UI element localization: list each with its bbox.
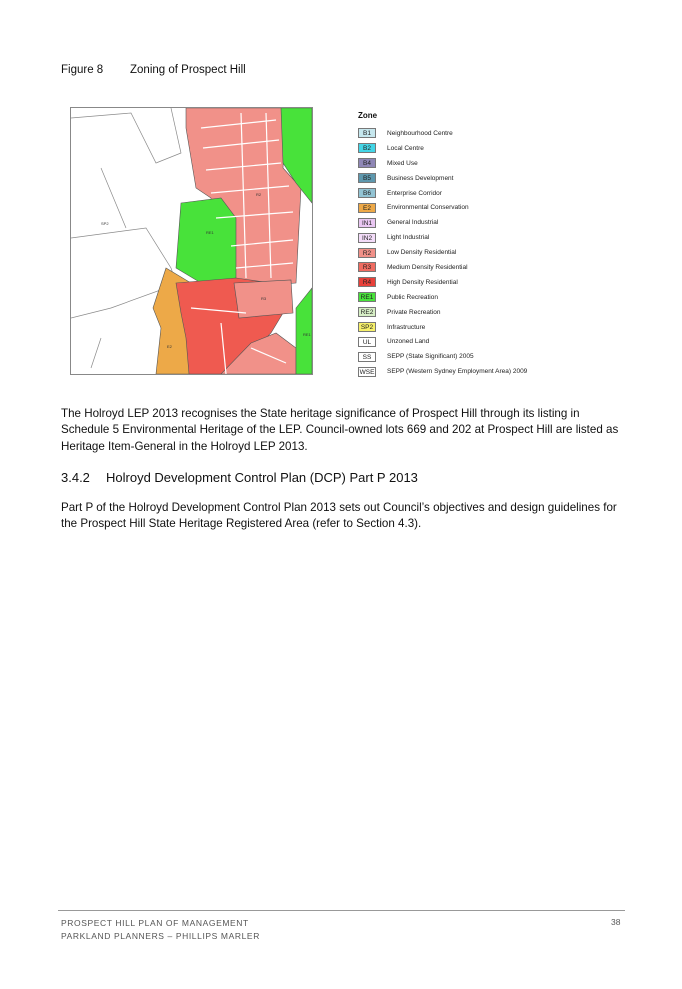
legend-item — [358, 334, 588, 349]
legend-item — [358, 290, 588, 305]
legend-swatch: B1 — [358, 128, 376, 138]
legend-label: SEPP (Western Sydney Employment Area) 2009 — [387, 368, 528, 376]
map-label: SP2 — [101, 221, 109, 226]
legend-label: Medium Density Residential — [387, 263, 468, 271]
page-number: 38 — [611, 917, 621, 927]
legend-label: Local Centre — [387, 144, 424, 152]
zone-re1-west — [176, 198, 236, 283]
legend-label: Enterprise Corridor — [387, 189, 442, 197]
zone-re1-southeast — [296, 288, 312, 374]
figure-caption — [61, 64, 246, 76]
legend-item — [358, 215, 588, 230]
legend-swatch: R2 — [358, 248, 376, 258]
legend-swatch: SS — [358, 352, 376, 362]
legend-label: Environmental Conservation — [387, 204, 469, 212]
map-label: R2 — [256, 192, 262, 197]
legend-swatch: R3 — [358, 262, 376, 272]
legend-swatch: IN1 — [358, 218, 376, 228]
legend-label: Public Recreation — [387, 293, 438, 301]
legend-label: General Industrial — [387, 219, 439, 227]
legend-item — [358, 245, 588, 260]
legend-item — [358, 171, 588, 186]
legend-label: Light Industrial — [387, 234, 430, 242]
legend-swatch: R4 — [358, 277, 376, 287]
legend-swatch: IN2 — [358, 233, 376, 243]
legend-item — [358, 275, 588, 290]
legend-label: SEPP (State Significant) 2005 — [387, 353, 474, 361]
legend-label: Neighbourhood Centre — [387, 129, 453, 137]
legend-item — [358, 364, 588, 379]
legend-item — [358, 320, 588, 335]
legend-label: Unzoned Land — [387, 338, 430, 346]
figure-number: Figure 8 — [61, 64, 104, 76]
legend-label: High Density Residential — [387, 278, 458, 286]
legend-swatch: B5 — [358, 173, 376, 183]
section-heading — [61, 470, 418, 485]
map-label: R3 — [261, 296, 267, 301]
legend-item — [358, 260, 588, 275]
map-label: E2 — [167, 344, 172, 349]
legend-title: Zone — [358, 111, 378, 120]
legend-label: Infrastructure — [387, 323, 426, 331]
map-label: RE1 — [206, 230, 214, 235]
zoning-map-drawing — [71, 108, 312, 374]
legend-item — [358, 186, 588, 201]
body-paragraph: Part P of the Holroyd Development Control Plan 2013 sets out Council’s objectives and design guidelines for the Prospect Hill State Heritage Registered Area (refer to Section 4.3). — [61, 501, 617, 531]
legend-item — [358, 349, 588, 364]
legend-swatch: E2 — [358, 203, 376, 213]
footer-divider — [58, 910, 625, 911]
legend-item — [358, 141, 588, 156]
legend-label: Private Recreation — [387, 308, 441, 316]
footer-document-title: PROSPECT HILL PLAN OF MANAGEMENT — [61, 918, 249, 928]
zoning-map — [70, 107, 313, 375]
legend-rows — [358, 126, 588, 379]
legend-label: Low Density Residential — [387, 249, 457, 257]
legend-swatch: RE1 — [358, 292, 376, 302]
zoning-legend — [358, 111, 588, 379]
legend-item — [358, 305, 588, 320]
legend-item — [358, 230, 588, 245]
legend-swatch: B6 — [358, 188, 376, 198]
legend-swatch: B2 — [358, 143, 376, 153]
legend-swatch: B4 — [358, 158, 376, 168]
body-paragraph: The Holroyd LEP 2013 recognises the State heritage significance of Prospect Hill through its listing in Schedule 5 Environmental Heritage of the LEP. Council-owned lots 669 and 202 at Prospect Hill are listed as Heritage Item-General in the Holroyd LEP 2013. — [61, 407, 619, 453]
legend-label: Business Development — [387, 174, 454, 182]
footer-authors: PARKLAND PLANNERS – PHILLIPS MARLER — [61, 931, 260, 941]
legend-swatch: WSE — [359, 368, 375, 376]
legend-item — [358, 200, 588, 215]
section-number: 3.4.2 — [61, 470, 90, 485]
legend-swatch: UL — [358, 337, 376, 347]
legend-swatch: RE2 — [358, 307, 376, 317]
legend-item — [358, 126, 588, 141]
section-title: Holroyd Development Control Plan (DCP) Part P 2013 — [106, 470, 418, 485]
legend-swatch: SP2 — [358, 322, 376, 332]
footer — [61, 917, 260, 943]
map-label: RE1 — [303, 332, 311, 337]
legend-label: Mixed Use — [387, 159, 418, 167]
legend-item — [358, 156, 588, 171]
figure-title: Zoning of Prospect Hill — [130, 64, 246, 76]
